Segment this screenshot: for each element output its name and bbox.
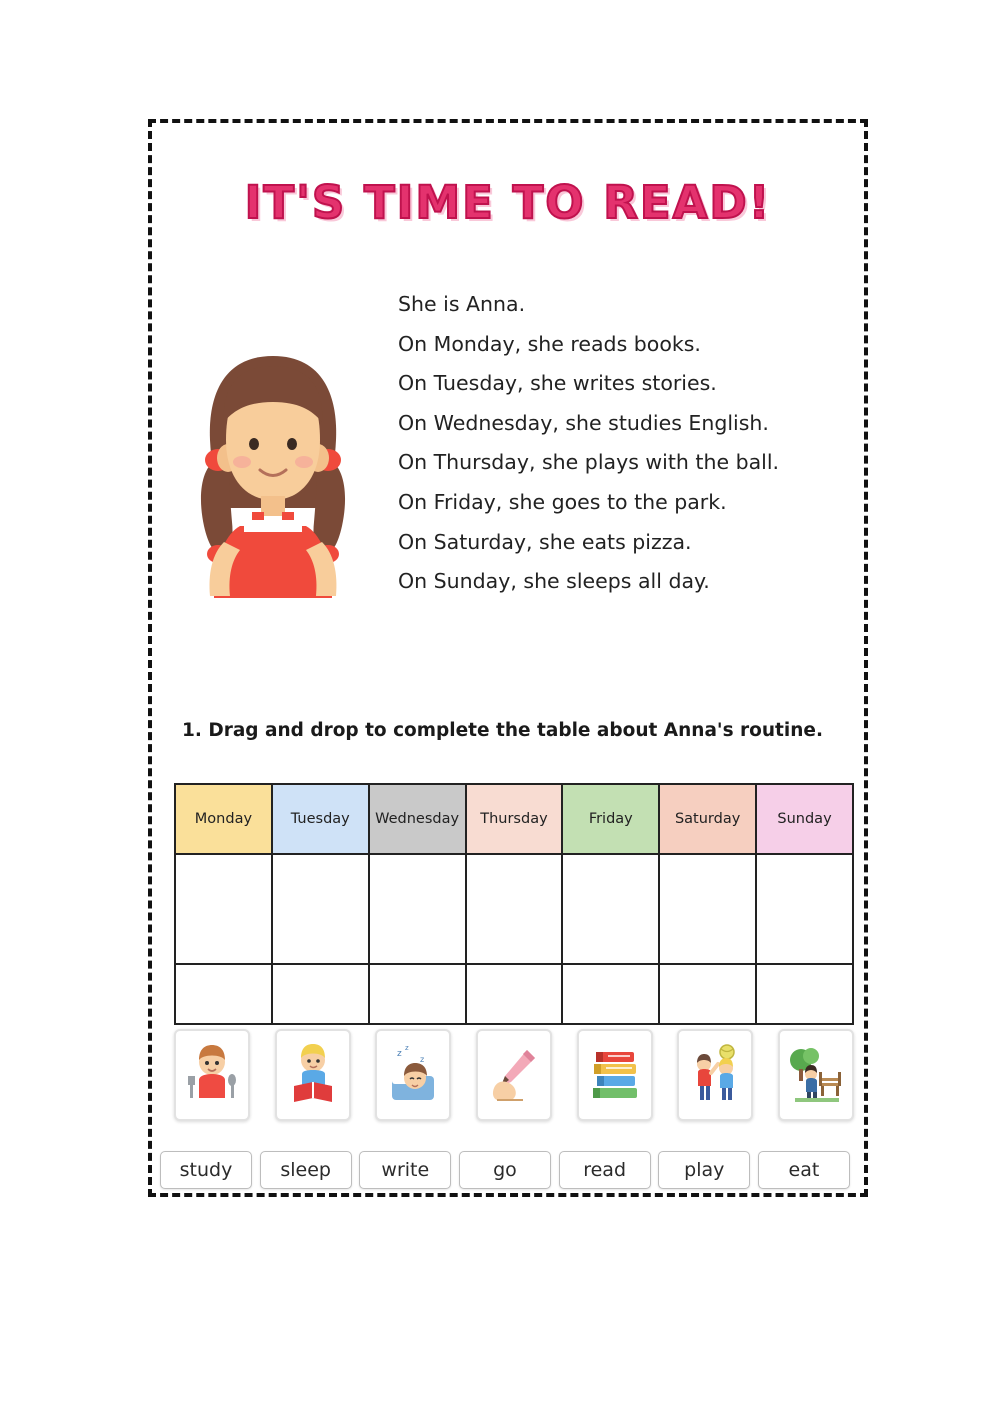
story-line: On Thursday, she plays with the ball. (398, 450, 780, 475)
dropzone-word-sunday[interactable] (756, 964, 853, 1024)
word-card-play[interactable]: play (658, 1151, 750, 1189)
story-text (398, 292, 868, 609)
table-header-tuesday: Tuesday (272, 784, 369, 854)
table-header-row (175, 784, 853, 854)
word-card-write[interactable]: write (359, 1151, 451, 1189)
dropzone-word-wednesday[interactable] (369, 964, 466, 1024)
dropzone-word-saturday[interactable] (659, 964, 756, 1024)
svg-text:z: z (397, 1049, 403, 1059)
task-instruction: 1. Drag and drop to complete the table about Anna's routine. (182, 720, 823, 741)
story-line: On Wednesday, she studies English. (398, 410, 769, 435)
word-card-read[interactable]: read (559, 1151, 651, 1189)
svg-text:z: z (405, 1044, 409, 1052)
dropzone-picture-friday[interactable] (562, 854, 659, 964)
word-card-go[interactable]: go (459, 1151, 551, 1189)
dropzone-picture-thursday[interactable] (466, 854, 563, 964)
word-card-tray (160, 1151, 850, 1189)
dropzone-picture-wednesday[interactable] (369, 854, 466, 964)
dropzone-word-monday[interactable] (175, 964, 272, 1024)
table-row (175, 854, 853, 964)
picture-card-tray (174, 1029, 854, 1121)
word-card-eat[interactable]: eat (758, 1151, 850, 1189)
page-title: IT'S TIME TO READ! (244, 176, 772, 229)
story-line: On Tuesday, she writes stories. (398, 371, 717, 396)
anna-illustration (178, 348, 368, 628)
word-card-sleep[interactable]: sleep (260, 1151, 352, 1189)
reading-boy-icon[interactable] (275, 1029, 351, 1121)
dropzone-picture-monday[interactable] (175, 854, 272, 964)
sleeping-boy-icon[interactable] (375, 1029, 451, 1121)
table-header-monday: Monday (175, 784, 272, 854)
table-row (175, 964, 853, 1024)
dropzone-word-tuesday[interactable] (272, 964, 369, 1024)
table-header-friday: Friday (562, 784, 659, 854)
svg-text:z: z (420, 1055, 425, 1064)
routine-table (174, 783, 854, 1025)
story-line: On Monday, she reads books. (398, 331, 701, 356)
table-header-wednesday: Wednesday (369, 784, 466, 854)
children-playing-ball-icon[interactable] (677, 1029, 753, 1121)
story-line: She is Anna. (398, 292, 526, 316)
eating-boy-icon[interactable] (174, 1029, 250, 1121)
dropzone-picture-tuesday[interactable] (272, 854, 369, 964)
dropzone-word-thursday[interactable] (466, 964, 563, 1024)
story-line: On Saturday, she eats pizza. (398, 529, 692, 554)
dropzone-picture-sunday[interactable] (756, 854, 853, 964)
books-stack-icon[interactable] (577, 1029, 653, 1121)
table-header-saturday: Saturday (659, 784, 756, 854)
word-card-study[interactable]: study (160, 1151, 252, 1189)
story-line: On Sunday, she sleeps all day. (398, 569, 710, 594)
writing-hand-icon[interactable] (476, 1029, 552, 1121)
park-bench-icon[interactable] (778, 1029, 854, 1121)
table-header-thursday: Thursday (466, 784, 563, 854)
dropzone-picture-saturday[interactable] (659, 854, 756, 964)
table-header-sunday: Sunday (756, 784, 853, 854)
dropzone-word-friday[interactable] (562, 964, 659, 1024)
story-line: On Friday, she goes to the park. (398, 489, 727, 514)
